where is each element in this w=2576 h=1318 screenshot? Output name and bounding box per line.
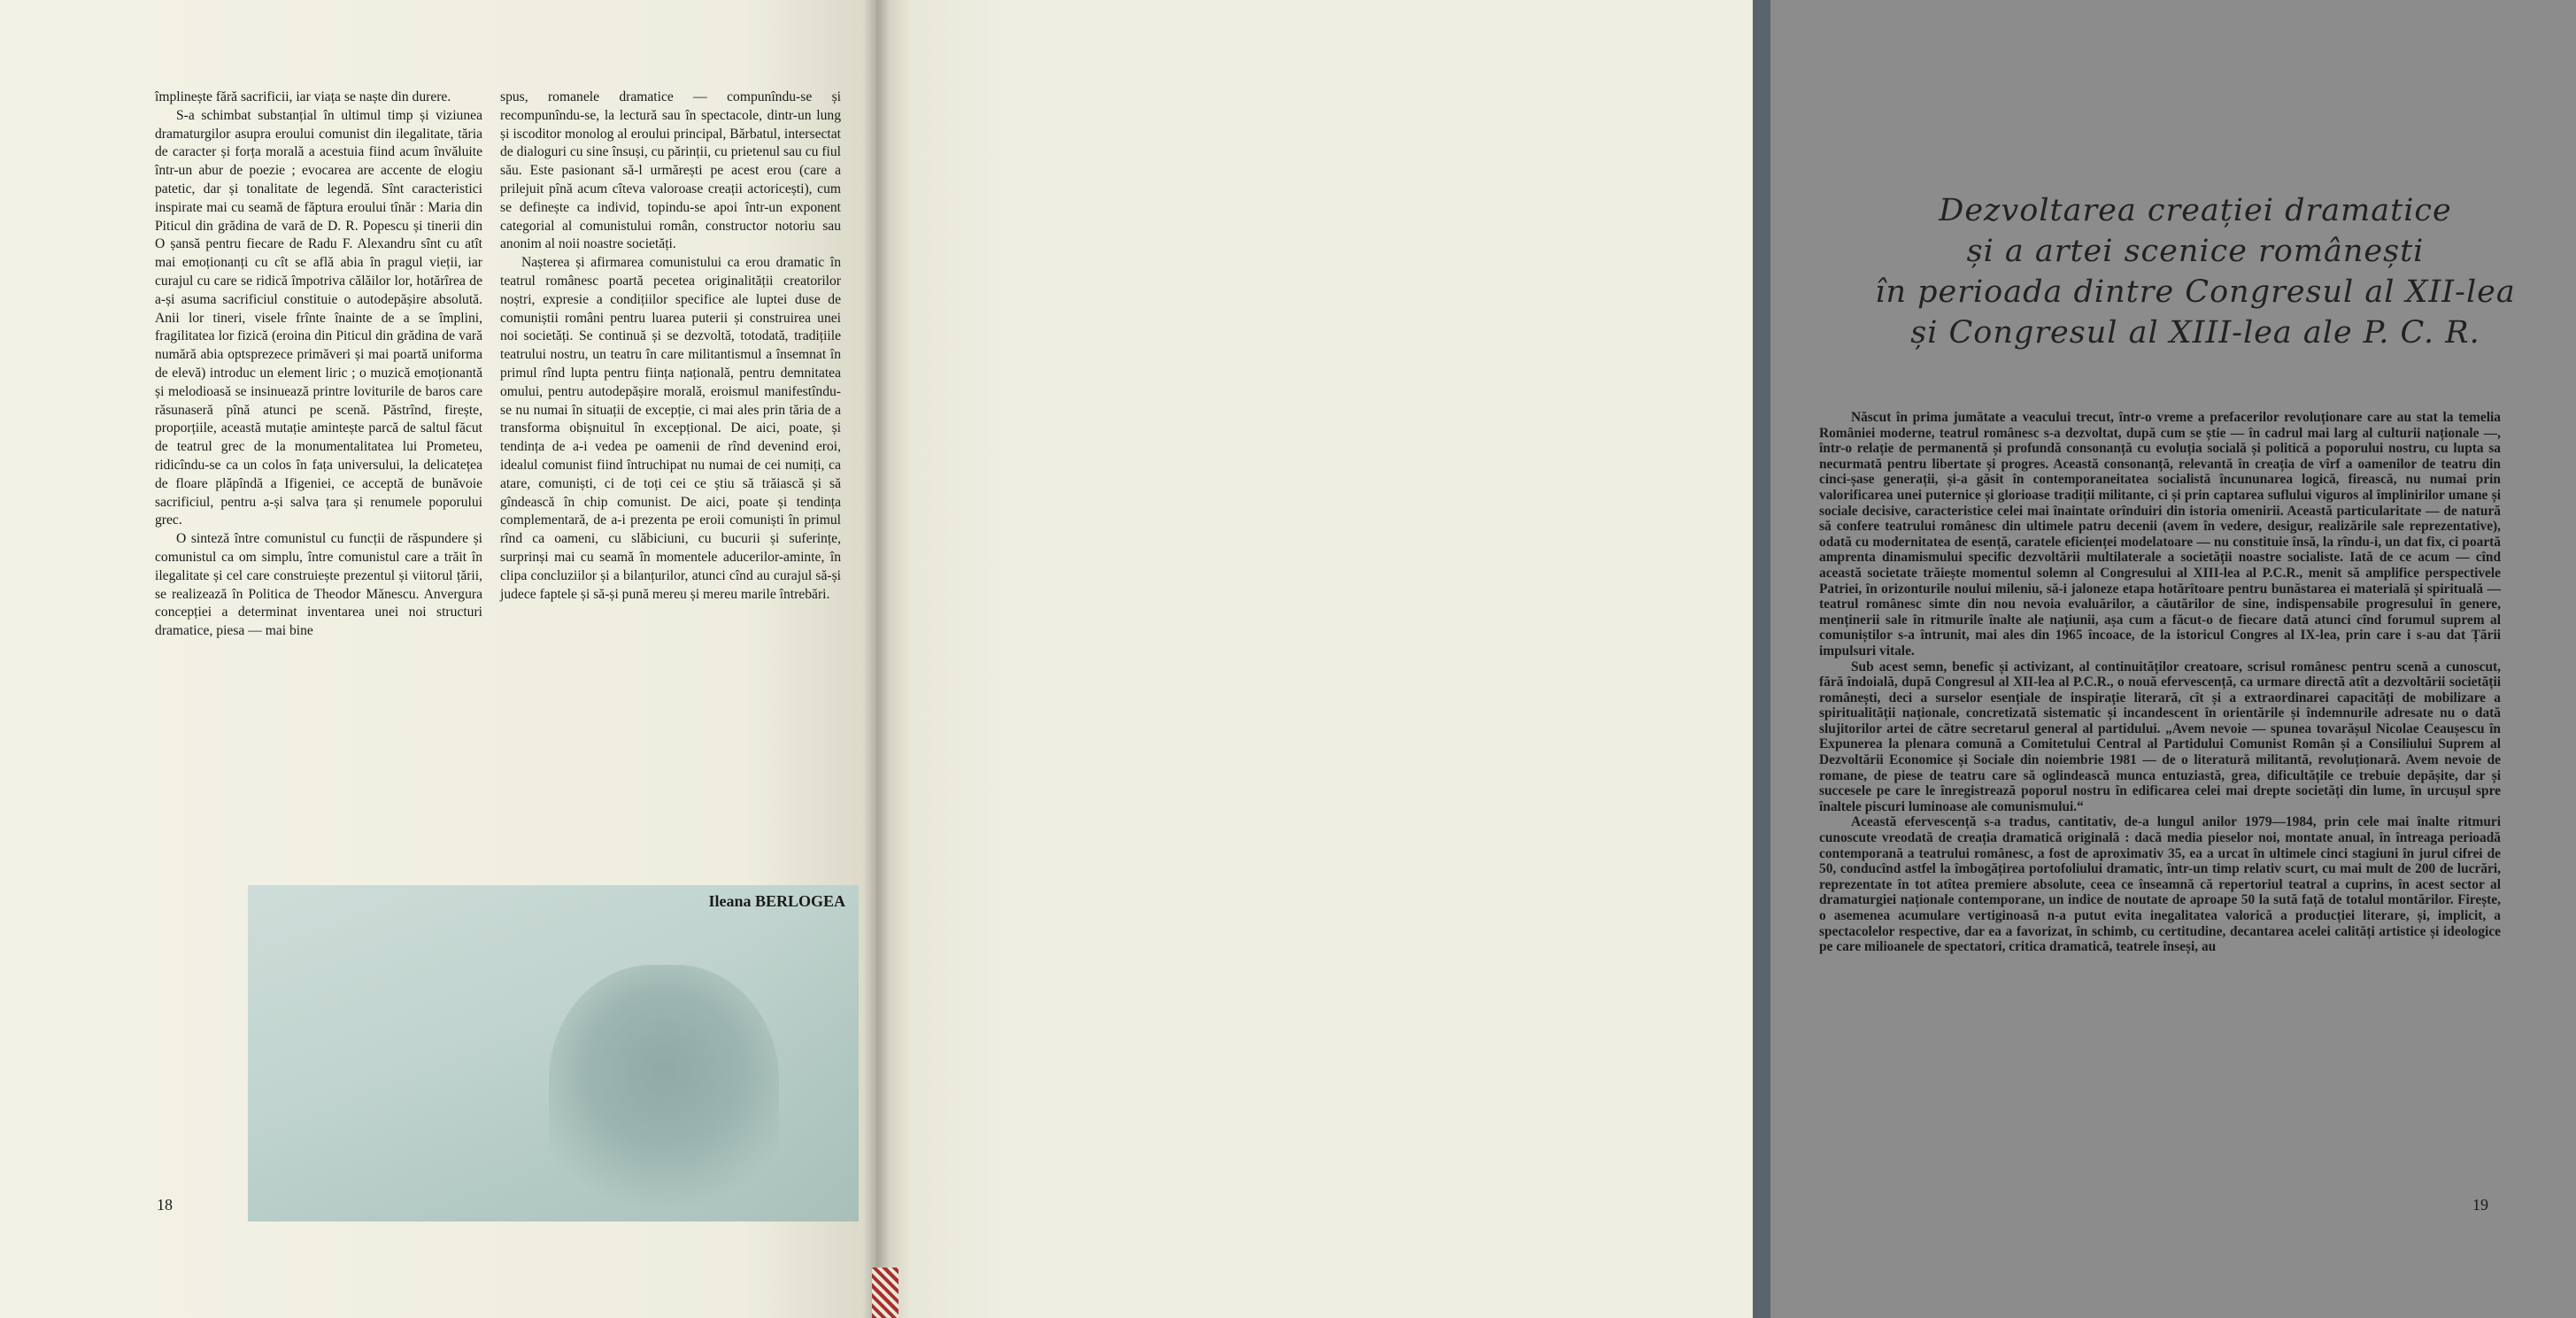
title-line: și Congresul al XIII-lea ale P. C. R. bbox=[1910, 315, 2480, 351]
binding-thread bbox=[872, 1268, 899, 1318]
page-number: 18 bbox=[157, 1196, 173, 1214]
paragraph: împlinește fără sacrificii, iar viața se naște din durere. bbox=[155, 89, 451, 104]
paragraph: S-a schimbat substanțial în ultimul timp și viziunea dramaturgilor asupra eroului comunist din ilegalitate, tăria de caracter și forța morală a acestuia fiind acum învăluite într-un abur de poezie ; evocarea are accente de elogiu patetic, dar și tonalitate de legendă. Sînt caracteristici inspirate mai cu seamă de făptura eroului tînăr : Maria din Piticul din grădina de vară de D. R. Popescu și tinerii din O șansă pentru fiecare de Radu F. Alexandru sînt cu atît mai emoționanți cu cît se află abia în pragul vieții, iar curajul cu care se ridică împotriva călăilor lor, hotărîrea de a-și asuma sacrificiul constituie o autodepășire absolută. Anii lor tineri, visele frînte înainte de a se împlini, fragilitatea lor fizică (eroina din Piticul din grădina de vară numără abia optsprezece primăveri și mai poartă uniforma de elevă) introduc un element liric ; o muzică emoționantă și melodioasă se insinuează printre loviturile de baros care răsunaseră pînă atunci pe scenă. Păstrînd, firește, proporțiile, această mutație amintește parcă de saltul făcut de teatrul grec de la monumentalitatea lui Prometeu, ridicîndu-se ca un colos în fața universului, la delicatețea de floare plăpîndă a Ifigeniei, ce acceptă de bunăvoie sacrificiul, pentru a-și salva țara și renumele poporului grec. bbox=[155, 107, 482, 528]
paragraph: Nașterea și afirmarea comunistului ca erou dramatic în teatrul românesc poartă pecetea originalității creatorilor noștri, expresie a condițiilor specifice ale luptei duse de comuniștii români pentru luarea puterii și construirea unei noi societăți. Se continuă și se dezvoltă, totodată, tradițiile teatrului nostru, un teatru în care militantismul a însemnat în primul rînd lupta pentru ființa națională, pentru demnitatea omului, pentru autodepășire morală, eroismul manifestîndu-se nu numai în situații de excepție, ci mai ales prin tăria de a transforma obișnuitul în excepțional. De aici, poate, și tendința de a-i vedea pe oamenii de rînd devenind eroi, idealul comunist fiind întruchipat nu numai de cei numiți, ca atare, comuniști, ci de toți cei ce știu să trăiască și să gîndească în chip comunist. De aici, poate și tendința complementară, de a-i prezenta pe eroii comuniști în primul rînd ca oameni, cu slăbiciuni, cu bucurii și suferințe, surprinși mai cu seamă în momentele aducerilor-aminte, în clipa concluziilor și a bilanțurilor, atunci cînd au curajul să-și judece faptele și să-și pună mereu și mereu marile întrebări. bbox=[500, 255, 841, 602]
article-title bbox=[1815, 190, 2576, 353]
paragraph: Această efervescență s-a tradus, cantitativ, de-a lungul anilor 1979—1984, prin cele mai înalte ritmuri cunoscute vreodată de creația dramatică originală : dacă media pieselor noi, montate anual, în întreaga perioadă contemporană a teatrului românesc, a fost de aproximativ 35, ea a urcat în ultimele cinci stagiuni în jurul cifrei de 50, conducînd astfel la îmbogățirea portofoliului dramatic, într-un timp relativ scurt, cu mai mult de 200 de lucrări, reprezentate în tot atîtea premiere absolute, ceea ce înseamnă că repertoriul teatral a cuprins, în acest sector al dramaturgiei naționale contemporane, un indice de noutate de aproape 50 la sută față de totalul montărilor. Firește, o asemenea acumulare vertiginoasă n-a putut evita inegalitatea valorică a producției literare, și, implicit, a spectacolelor respective, dar ea a favorizat, în schimb, cu certitudine, decantarea acelei calități artistice și ideologice pe care milioanele de spectatori, critica dramatică, teatrele înseși, au bbox=[1819, 814, 2501, 955]
left-page bbox=[0, 0, 876, 1318]
title-line: în perioada dintre Congresul al XII-lea bbox=[1875, 274, 2516, 310]
article-body bbox=[1819, 410, 2501, 955]
paragraph: spus, romanele dramatice — compunîndu-se și recompunîndu-se, la lectură sau în spectacole, dintr-un lung și iscoditor monolog al eroului principal, Bărbatul, intersectat de dialoguri cu sine însuși, cu părinții, cu prietenul sau cu fiul său. Este pasionant să-l urmărești pe acest erou (care a prilejuit pînă acum cîteva valoroase creații actoricești), cum se definește ca individ, topindu-se apoi într-un exponent categorial al comunistului român, constructor notoriu sau anonim al noii noastre societăți. bbox=[500, 89, 841, 252]
left-column-2 bbox=[500, 89, 841, 604]
book-cover-edge bbox=[1753, 0, 1770, 1318]
paragraph: Sub acest semn, benefic și activizant, al continuităților creatoare, scrisul românesc pentru scenă a cunoscut, fără îndoială, după Congresul al XII-lea al P.C.R., o nouă efervescență, ca urmare directă atît a dezvoltării societății românești, deci a surselor esențiale de inspirație literară, cît și a extraordinarei capacități de mobilizare a spiritualității naționale, concretizată sistematic și incandescent în orientările și îndemnurile adresate nu o dată slujitorilor artei de către secretarul general al partidului. „Avem nevoie — spunea tovarășul Nicolae Ceaușescu în Expunerea la plenara comună a Comitetului Central al Partidului Comunist Român și a Consiliului Suprem al Dezvoltării Economice și Sociale din noiembrie 1981 — de o literatură militantă, revoluționară. Avem nevoie de romane, de piese de teatru care să oglindească munca entuziastă, grea, dificultățile ce trebuie depășite, dar și succesele pe care le înregistrează poporul nostru în edificarea celei mai drepte societăți din lume, în urcușul spre înaltele piscuri luminoase ale comunismului.“ bbox=[1819, 659, 2501, 814]
paragraph: O sinteză între comunistul cu funcții de răspundere și comunistul ca om simplu, între comunistul care a trăit în ilegalitate și cel care construiește prezentul și viitorul țării, se realizează în Politica de Theodor Mănescu. Anvergura concepției a determinat inventarea unei noi structuri dramatice, piesa — mai bine bbox=[155, 531, 482, 639]
title-line: Dezvoltarea creației dramatice bbox=[1939, 193, 2452, 228]
background-photo-figure bbox=[549, 965, 779, 1222]
title-line: și a artei scenice românești bbox=[1966, 234, 2425, 269]
page-number: 19 bbox=[2472, 1196, 2488, 1214]
book-spine bbox=[863, 0, 890, 1318]
right-page bbox=[876, 0, 2516, 1318]
paragraph: Născut în prima jumătate a veacului trecut, într-o vreme a prefacerilor revoluționare care au stat la temelia României moderne, teatrul românesc s-a dezvoltat, după cum se știe — în cadrul mai larg al culturii naționale —, într-o relație de permanentă și profundă consonanță cu evoluția socială și politică a poporului nostru, cu lupta sa necurmată pentru libertate și progres. Această consonanță, relevantă în creația de vîrf a oamenilor de teatru din cinci-șase generații, și-a găsit în contemporaneitatea socialistă încununarea logică, firească, nu numai prin valorificarea unei puternice și glorioase tradiții militante, ci și prin captarea suflului viguros al împlinirilor umane și sociale decisive, caracteristice celei mai înaintate orînduiri din istoria omenirii. Această particularitate — de natură să confere teatrului românesc din ultimele patru decenii (avem în vedere, desigur, realizările sale reprezentative), odată cu modernitatea de esență, caratele eficienței modelatoare — nu constituie însă, la rîndu-i, un dat fix, ci poartă amprenta dinamismului specific dezvoltării multilaterale a societății noastre socialiste. Iată de ce acum — cînd această societate trăiește momentul solemn al Congresului al XIII-lea al P.C.R., menit să amplifice perspectivele Patriei, în orizonturile noului mileniu, să-i jaloneze etapa hotărîtoare pentru bunăstarea ei materială și spirituală — teatrul românesc simte din nou nevoia evaluărilor, a căutărilor de sine, indispensabile progresului în genere, menținerii sale în ritmurile înalte ale națiunii, așa cum a făcut-o de fiecare dată atunci cînd forumul suprem al comuniștilor s-a întrunit, mai ales din 1965 încoace, de la istoricul Congres al IX-lea, prin care i s-au dat Țării impulsuri vitale. bbox=[1819, 410, 2501, 659]
author-signature: Ileana BERLOGEA bbox=[708, 892, 845, 910]
left-column-1 bbox=[155, 89, 482, 641]
